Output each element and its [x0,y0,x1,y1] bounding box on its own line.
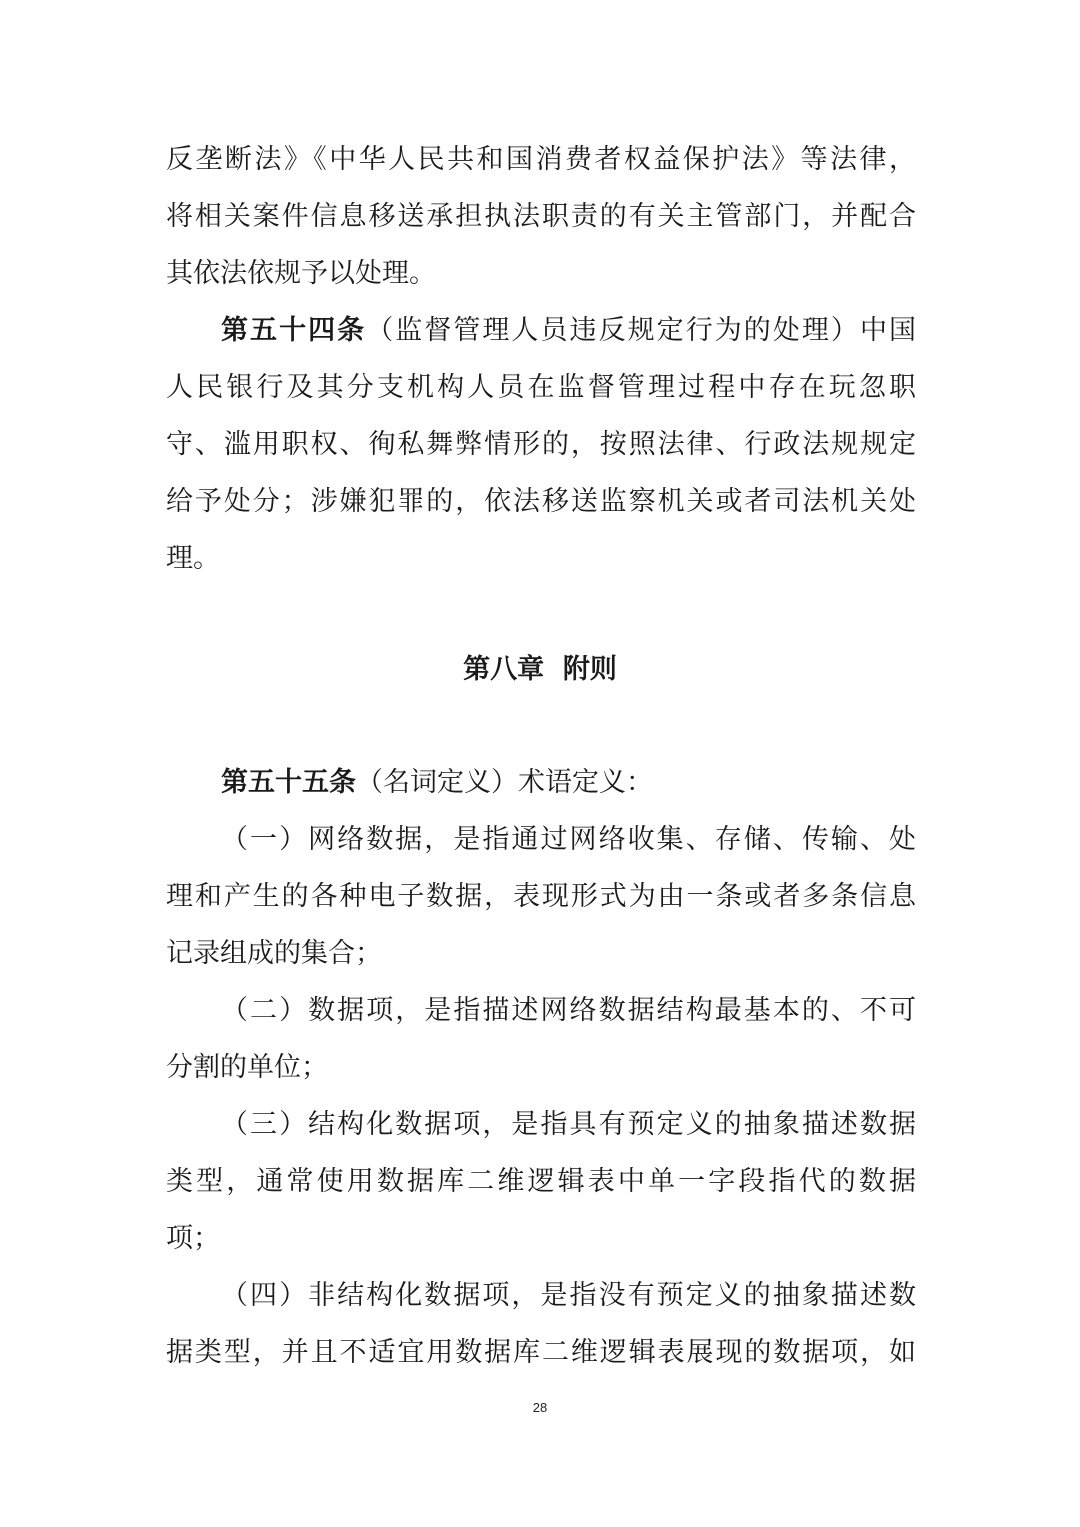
definition-item-line: 理和产生的各种电子数据，表现形式为由一条或者多条信息 [166,881,916,912]
paragraph-line: 给予处分；涉嫌犯罪的，依法移送监察机关或者司法机关处 [166,486,916,517]
article-54-heading: 第五十四条 [221,315,367,346]
article-54-title: （监督管理人员违反规定行为的处理）中国 [366,315,917,346]
chapter-title: 第八章 附则 [463,654,617,685]
article-55-heading: 第五十五条 [221,767,356,798]
paragraph-line: 反垄断法》《中华人民共和国消费者权益保护法》等法律， [166,144,916,175]
article-55-first-line [221,763,916,803]
definition-item-line: 项； [166,1223,220,1254]
paragraph-line: 人民银行及其分支机构人员在监督管理过程中存在玩忽职 [166,372,916,403]
paragraph-line: 守、滥用职权、徇私舞弊情形的，按照法律、行政法规规定 [166,429,916,460]
definition-item-line: 记录组成的集合； [166,938,382,969]
definition-item-line: 据类型，并且不适宜用数据库二维逻辑表展现的数据项，如 [166,1337,916,1368]
article-54-first-line [221,311,916,351]
definition-item-line: （四）非结构化数据项，是指没有预定义的抽象描述数 [221,1280,916,1311]
paragraph-line: 其依法依规予以处理。 [166,258,436,289]
definition-item-line: 类型，通常使用数据库二维逻辑表中单一字段指代的数据 [166,1166,916,1197]
definition-item-line: （二）数据项，是指描述网络数据结构最基本的、不可 [221,995,916,1026]
definition-item-line: （一）网络数据，是指通过网络收集、存储、传输、处 [221,824,916,855]
paragraph-line: 理。 [166,543,220,574]
article-55-title: （名词定义）术语定义： [356,767,653,798]
definition-item-line: 分割的单位； [166,1052,328,1083]
definition-item-line: （三）结构化数据项，是指具有预定义的抽象描述数据 [221,1109,916,1140]
page-number: 28 [532,1400,548,1415]
paragraph-line: 将相关案件信息移送承担执法职责的有关主管部门，并配合 [166,201,916,232]
